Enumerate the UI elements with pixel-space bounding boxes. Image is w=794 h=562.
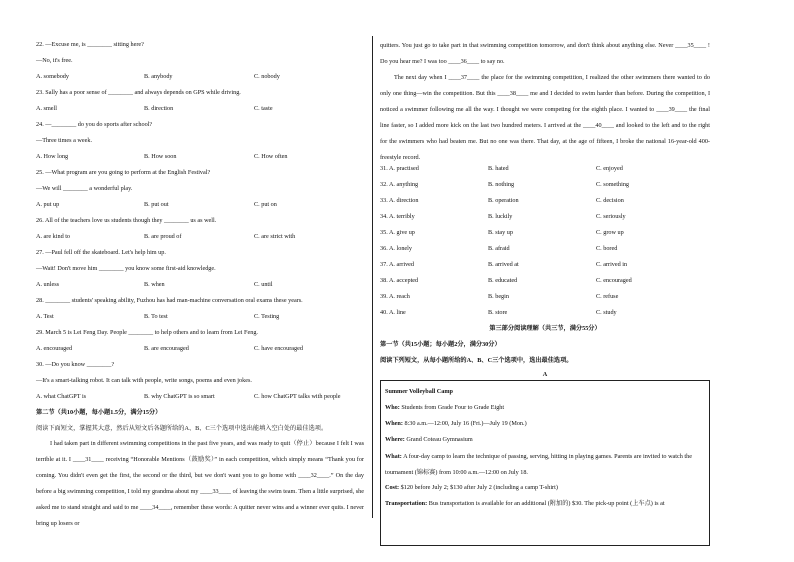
q27-reply: —Wait! Don't move him ________ you know some first-aid knowledge. xyxy=(36,265,216,272)
option-37-b[interactable]: B. arrived at xyxy=(488,261,519,268)
q22-reply: —No, it's free. xyxy=(36,57,73,64)
option-39-a[interactable]: 39. A. reach xyxy=(380,293,410,300)
q23-option-b[interactable]: B. direction xyxy=(144,105,174,112)
option-39-b[interactable]: B. begin xyxy=(488,293,509,300)
q30-option-b[interactable]: B. why ChatGPT is so smart xyxy=(144,393,215,400)
q24-option-b[interactable]: B. How soon xyxy=(144,153,177,160)
q27-option-c[interactable]: C. until xyxy=(254,281,273,288)
camp-who-label: Who: xyxy=(385,404,400,411)
option-39-c[interactable]: C. refuse xyxy=(596,293,619,300)
q29-option-b[interactable]: B. are encouraged xyxy=(144,345,189,352)
q27-stem: 27. —Paul fell off the skateboard. Let's help him up. xyxy=(36,249,166,256)
q25-option-c[interactable]: C. put on xyxy=(254,201,277,208)
camp-who xyxy=(385,405,705,411)
option-33-b[interactable]: B. operation xyxy=(488,197,519,204)
camp-info-box xyxy=(380,380,710,546)
option-38-a[interactable]: 38. A. accepted xyxy=(380,277,419,284)
q23-option-a[interactable]: A. smell xyxy=(36,105,57,112)
q25-option-b[interactable]: B. put out xyxy=(144,201,169,208)
option-31-b[interactable]: B. hated xyxy=(488,165,509,172)
camp-who-value: Students from Grade Four to Grade Eight xyxy=(401,404,505,411)
camp-transport xyxy=(385,501,705,507)
q23-stem: 23. Sally has a poor sense of ________ and always depends on GPS while driving. xyxy=(36,89,241,96)
q25-stem: 25. —What program are you going to perform at the English Festival? xyxy=(36,169,211,176)
option-35-a[interactable]: 35. A. give up xyxy=(380,229,415,236)
section1-title: 第一节（共15小题；每小题2分，满分30分） xyxy=(380,341,501,348)
q30-reply: —It's a smart-talking robot. It can talk with people, write songs, poems and even jokes. xyxy=(36,377,252,384)
cloze-passage-part1: I had taken part in different swimming competitions in the past five years, and was ready to quit（停止）because I felt I was terrible at it. I ____31____ receiving “Honorable Mentions（鼓励奖）” in each competition, which simply means “Thank you for coming. You didn't even get the first, the second or the third, but we don't want you to go home with ____32____.” On the day before a big swimming competition, I told my grandma about my ____33____ of leaving the swim team. Then a little surprised, she asked me to stand straight and said to me ____34____, remember these words: A quitter never wins and a winner ever quits. I never bring up losers or xyxy=(36,440,364,527)
q24-option-a[interactable]: A. How long xyxy=(36,153,69,160)
q25-reply: —We will ________ a wonderful play. xyxy=(36,185,133,192)
q22-option-a[interactable]: A. somebody xyxy=(36,73,69,80)
option-34-b[interactable]: B. luckily xyxy=(488,213,513,220)
part3-title: 第三部分阅读理解（共三节，满分55分） xyxy=(489,325,601,332)
q22-stem: 22. —Excuse me, is ________ sitting here? xyxy=(36,41,144,48)
option-31-a[interactable]: 31. A. practised xyxy=(380,165,419,172)
q26-option-a[interactable]: A. are kind to xyxy=(36,233,71,240)
q27-option-a[interactable]: A. unless xyxy=(36,281,60,288)
camp-what-value: A four-day camp to learn the technique of passing, serving, hitting in playing games. Parents are invited to watch the tournament (锦标赛) from 10:00 a.m.—12:00 on July 18. xyxy=(385,453,692,476)
option-37-c[interactable]: C. arrived in xyxy=(596,261,628,268)
q26-option-c[interactable]: C. are strict with xyxy=(254,233,296,240)
camp-what xyxy=(385,449,705,481)
q29-stem: 29. March 5 is Lei Feng Day. People ________ to help others and to learn from Lei Feng. xyxy=(36,329,258,336)
option-32-b[interactable]: B. nothing xyxy=(488,181,515,188)
q30-option-c[interactable]: C. how ChatGPT talks with people xyxy=(254,393,341,400)
option-38-b[interactable]: B. educated xyxy=(488,277,518,284)
camp-where xyxy=(385,437,705,443)
camp-where-label: Where: xyxy=(385,436,405,443)
q26-option-b[interactable]: B. are proud of xyxy=(144,233,182,240)
section2-title: 第二节（共10小题，每小题1.5分，满分15分） xyxy=(36,409,162,416)
option-37-a[interactable]: 37. A. arrived xyxy=(380,261,415,268)
q29-option-c[interactable]: C. have encouraged xyxy=(254,345,303,352)
option-40-a[interactable]: 40. A. line xyxy=(380,309,406,316)
option-40-c[interactable]: C. study xyxy=(596,309,617,316)
q28-stem: 28. ________ students' speaking ability, Fuzhou has had man-machine conversation oral exams these years. xyxy=(36,297,303,304)
q30-option-a[interactable]: A. what ChatGPT is xyxy=(36,393,87,400)
option-35-c[interactable]: C. grow up xyxy=(596,229,624,236)
camp-when xyxy=(385,421,705,427)
q22-option-c[interactable]: C. nobody xyxy=(254,73,280,80)
camp-when-label: When: xyxy=(385,420,403,427)
option-36-a[interactable]: 36. A. lonely xyxy=(380,245,412,252)
q22-option-b[interactable]: B. anybody xyxy=(144,73,173,80)
option-32-a[interactable]: 32. A. anything xyxy=(380,181,419,188)
option-34-c[interactable]: C. seriously xyxy=(596,213,626,220)
section2-instructions: 阅读下面短文，掌握其大意，然后从短文后各题所给的A、B、C三个选项中选出能填入空白处的最佳选项。 xyxy=(36,425,328,432)
option-33-a[interactable]: 33. A. direction xyxy=(380,197,419,204)
option-38-c[interactable]: C. encouraged xyxy=(596,277,632,284)
q25-option-a[interactable]: A. put up xyxy=(36,201,60,208)
q28-option-b[interactable]: B. To test xyxy=(144,313,168,320)
q24-option-c[interactable]: C. How often xyxy=(254,153,288,160)
camp-title: Summer Volleyball Camp xyxy=(385,388,453,395)
camp-when-value: 8:30 a.m.—12:00, July 16 (Fri.)—July 19 (Mon.) xyxy=(404,420,527,427)
camp-transport-value: Bus transportation is available for an additional (附加的) $30. The pick-up point (上车点) is at xyxy=(428,500,665,507)
camp-cost-label: Cost: xyxy=(385,484,400,491)
camp-what-label: What: xyxy=(385,453,402,460)
camp-cost xyxy=(385,485,705,491)
q24-stem: 24. —________ do you do sports after school? xyxy=(36,121,153,128)
passage-label: A xyxy=(542,371,548,378)
q30-stem: 30. —Do you know ________? xyxy=(36,361,115,368)
option-36-c[interactable]: C. bored xyxy=(596,245,618,252)
camp-cost-value: $120 before July 2; $130 after July 2 (including a camp T-shirt) xyxy=(400,484,558,491)
option-36-b[interactable]: B. afraid xyxy=(488,245,510,252)
option-32-c[interactable]: C. something xyxy=(596,181,630,188)
option-31-c[interactable]: C. enjoyed xyxy=(596,165,623,172)
q24-reply: —Three times a week. xyxy=(36,137,93,144)
cloze-passage-part2: quitters. You just go to take part in that swimming competition tomorrow, and don't think about anything else. Never ____35____ ! Do you hear me? I was too ____36____ to say no. xyxy=(380,42,710,65)
option-34-a[interactable]: 34. A. terribly xyxy=(380,213,415,220)
section1-instructions: 阅读下列短文，从每小题所给的A、B、C三个选项中，选出最佳选项。 xyxy=(380,357,573,364)
q28-option-a[interactable]: A. Test xyxy=(36,313,54,320)
column-divider xyxy=(372,36,373,518)
cloze-passage-part3: The next day when I ____37____ the place for the swimming competition, I realized the other swimmers there wanted to do only one thing—win the competition. But this ____38____ me and I decided to swim harder than before. During the competition, I noticed a swimmer following me all the way. I thought we were competing for the eighth place. I wanted to ____39____ the final line faster, so I added more kick on the last two hundred meters. I arrived at the ____40____ and looked to the left and to the right for the swimmers who had beaten me. But no one was there. That day, at the age of fifteen, I broke the national 16-year-old 400-freestyle record. xyxy=(380,74,710,161)
q29-option-a[interactable]: A. encouraged xyxy=(36,345,73,352)
option-35-b[interactable]: B. stay up xyxy=(488,229,513,236)
q26-stem: 26. All of the teachers love us students though they ________ us as well. xyxy=(36,217,217,224)
q23-option-c[interactable]: C. taste xyxy=(254,105,273,112)
option-40-b[interactable]: B. store xyxy=(488,309,508,316)
camp-where-value: Grand Coteau Gymnasium xyxy=(406,436,473,443)
q27-option-b[interactable]: B. when xyxy=(144,281,165,288)
camp-transport-label: Transportation: xyxy=(385,500,428,507)
option-33-c[interactable]: C. decision xyxy=(596,197,624,204)
q28-option-c[interactable]: C. Testing xyxy=(254,313,280,320)
